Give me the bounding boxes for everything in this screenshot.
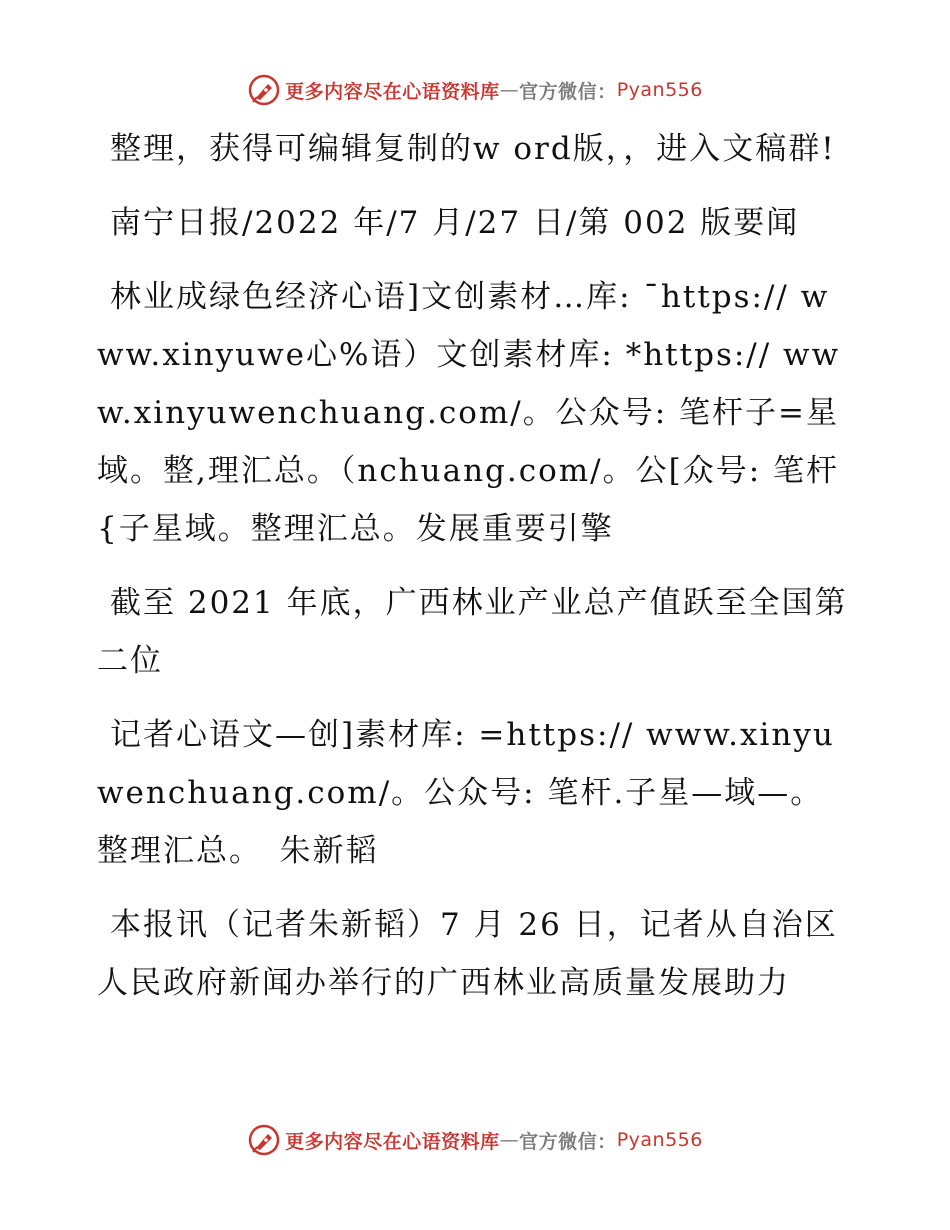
document-body: [97, 120, 852, 1028]
banner-wechat-id: Pyan556: [616, 1129, 703, 1151]
paragraph: 本报讯（记者朱新韬）7 月 26 日，记者从自治区人民政府新闻办举行的广西林业高质量发展助力: [97, 907, 838, 1001]
paragraph: 南宁日报/2022 年/7 月/27 日/第 002 版要闻: [110, 205, 800, 241]
footer-banner: [0, 1120, 950, 1160]
banner-slogan: 更多内容尽在心语资料库: [285, 1130, 500, 1153]
banner-wechat-id: Pyan556: [616, 79, 703, 101]
pen-nib-logo-icon: [247, 73, 281, 107]
pen-nib-logo-icon: [247, 1123, 281, 1157]
banner-dash: —: [499, 79, 520, 101]
header-banner: [0, 70, 950, 110]
paragraph: 截至 2021 年底，广西林业产业总产值跃至全国第二位: [97, 585, 848, 679]
banner-dash: —: [499, 1129, 520, 1151]
banner-slogan: 更多内容尽在心语资料库: [285, 80, 500, 103]
banner-wechat-label: 官方微信：: [519, 80, 617, 103]
paragraph: 记者心语文—创]素材库: =https:// www.xinyuwenchuang.com/。公众号: 笔杆.子星—域—。整理汇总。 朱新韬: [97, 717, 835, 869]
banner-wechat-label: 官方微信：: [519, 1130, 617, 1153]
paragraph: 整理，获得可编辑复制的w ord版，，进入文稿群!: [110, 131, 836, 167]
paragraph: 林业成绿色经济心语]文创素材…库: ¯https:// www.xinyuwe心%语）文创素材库: *https:// www.xinyuwenchuang.com/。公众号: 笔杆子=星域。整,理汇总。（nchuang.com/。公[众号: 笔杆{子星域。整理汇总。发展重要引擎: [97, 279, 841, 547]
